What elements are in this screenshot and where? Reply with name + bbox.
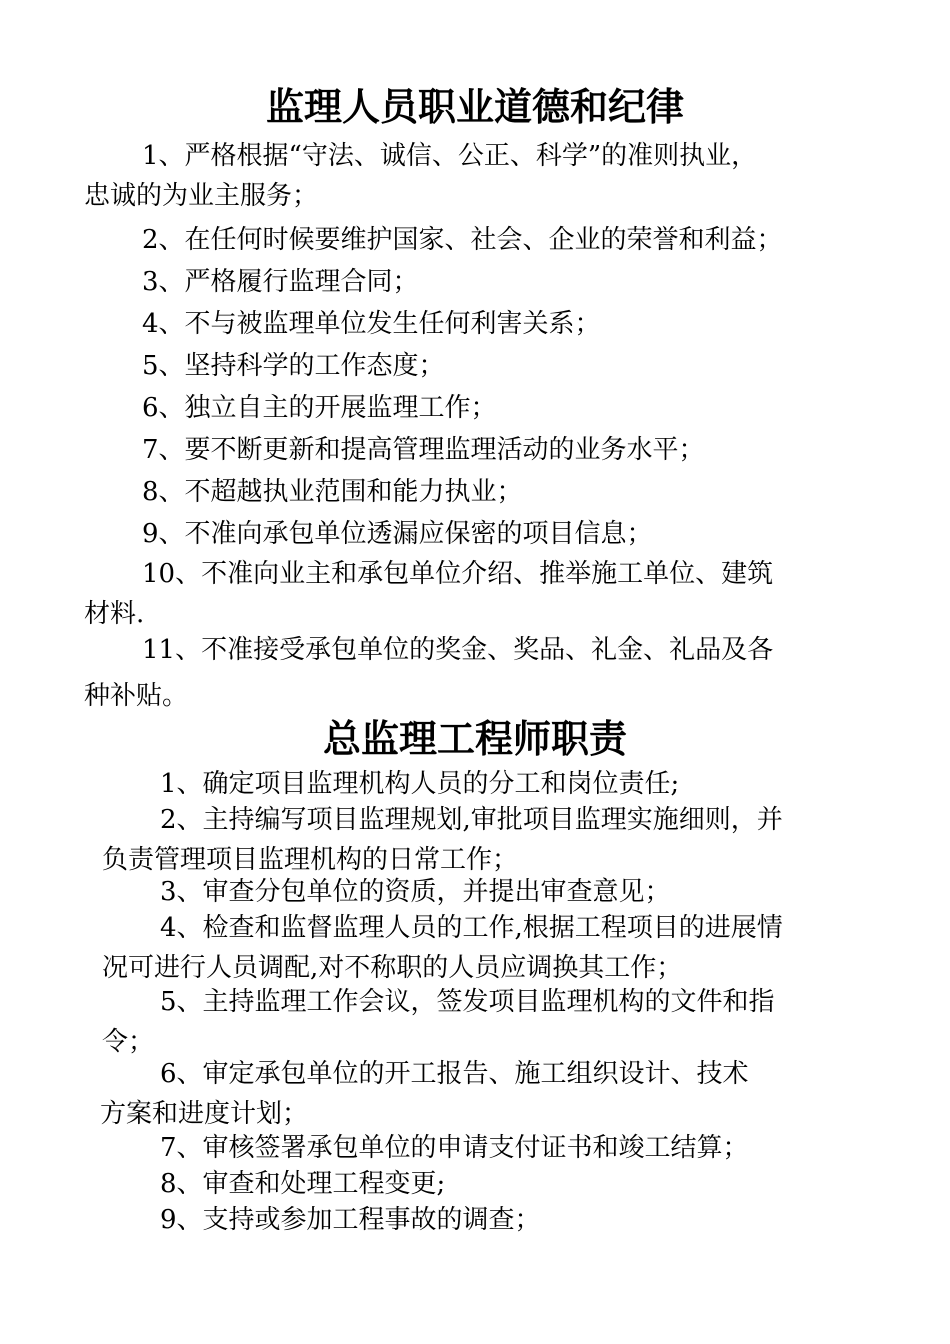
section2-item-2: [102, 800, 783, 880]
section2-item-9: 9、支持或参加工程事故的调查；: [160, 1205, 541, 1235]
item-line: 10、不准向业主和承包单位介绍、推举施工单位、建筑: [142, 559, 774, 589]
item-line: 忠诚的为业主服务；: [84, 181, 319, 211]
item-line: 材料.: [84, 599, 145, 629]
section1-item-8: 8、不超越执业范围和能力执业；: [142, 477, 523, 507]
section2-item-3: 3、审查分包单位的资质，并提出审查意见；: [160, 877, 671, 907]
item-line: 2、主持编写项目监理规划,审批项目监理实施细则，并: [160, 805, 783, 835]
item-line: 方案和进度计划；: [100, 1099, 309, 1129]
section1-item-7: 7、要不断更新和提高管理监理活动的业务水平；: [142, 435, 705, 465]
item-line: 令；: [102, 1027, 155, 1057]
section2-title: 总监理工程师职责: [322, 717, 627, 761]
section2-item-1: 1、确定项目监理机构人员的分工和岗位责任;: [160, 769, 680, 799]
item-line: 况可进行人员调配,对不称职的人员应调换其工作；: [102, 953, 683, 983]
section1-item-10: [84, 554, 773, 634]
item-line: 1、严格根据“守法、诚信、公正、科学”的准则执业，: [142, 141, 758, 171]
section1-item-6: 6、独立自主的开展监理工作；: [142, 393, 497, 423]
item-line: 负责管理项目监理机构的日常工作；: [102, 845, 519, 875]
item-line: 6、审定承包单位的开工报告、施工组织设计、技术: [160, 1059, 749, 1089]
section1-item-2: 2、在任何时候要维护国家、社会、企业的荣誉和利益；: [142, 225, 783, 255]
item-line: 11、不准接受承包单位的奖金、奖品、礼金、礼品及各: [142, 635, 774, 665]
section1-item-5: 5、坚持科学的工作态度；: [142, 351, 445, 381]
section2-item-5: [102, 982, 775, 1062]
item-line: 5、主持监理工作会议，签发项目监理机构的文件和指: [160, 987, 775, 1017]
item-line: 4、检查和监督监理人员的工作,根据工程项目的进展情: [160, 913, 783, 943]
item-line: 种补贴。: [84, 681, 189, 711]
section2-item-4: [102, 908, 783, 988]
section1-item-3: 3、严格履行监理合同；: [142, 267, 419, 297]
section2-item-7: 7、审核签署承包单位的申请支付证书和竣工结算；: [160, 1133, 749, 1163]
section1-item-1: [84, 136, 757, 216]
section1-item-11: [84, 630, 773, 716]
section2-item-8: 8、审查和处理工程变更;: [160, 1169, 446, 1199]
section1-title: 监理人员职业道德和纪律: [265, 85, 684, 129]
section2-item-6: [100, 1054, 749, 1134]
section1-item-4: 4、不与被监理单位发生任何利害关系；: [142, 309, 601, 339]
section1-item-9: 9、不准向承包单位透漏应保密的项目信息；: [142, 519, 653, 549]
